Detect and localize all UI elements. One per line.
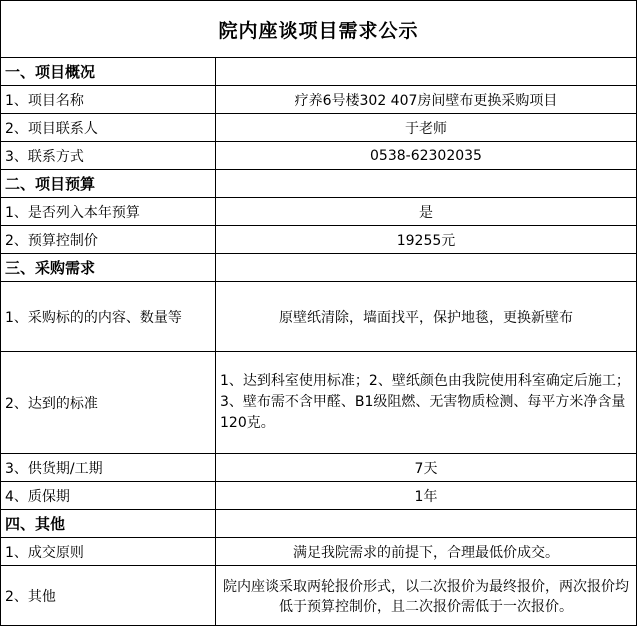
empty-cell: [216, 170, 637, 198]
row-value: 是: [216, 198, 637, 226]
row-label: 1、采购标的的内容、数量等: [1, 282, 216, 352]
row-label: 1、成交原则: [1, 538, 216, 566]
table-row: [1, 282, 637, 352]
row-value: 原壁纸清除，墙面找平，保护地毯，更换新壁布: [216, 282, 637, 352]
row-label: 2、项目联系人: [1, 114, 216, 142]
empty-cell: [216, 510, 637, 538]
section-heading: 四、其他: [1, 510, 216, 538]
table-row: [1, 198, 637, 226]
section-header-overview: [1, 58, 637, 86]
row-value: 1、达到科室使用标准；2、壁纸颜色由我院使用科室确定后施工；3、壁布需不含甲醛、B1级阻燃、无害物质检测、每平方米净含量120克。: [216, 352, 637, 454]
row-label: 2、其他: [1, 566, 216, 626]
section-header-requirements: [1, 254, 637, 282]
row-label: 2、达到的标准: [1, 352, 216, 454]
table-row: [1, 142, 637, 170]
row-value: 满足我院需求的前提下，合理最低价成交。: [216, 538, 637, 566]
row-label: 1、是否列入本年预算: [1, 198, 216, 226]
row-label: 1、项目名称: [1, 86, 216, 114]
row-value: 于老师: [216, 114, 637, 142]
table-row: [1, 482, 637, 510]
section-heading: 二、项目预算: [1, 170, 216, 198]
requirements-table: [0, 57, 637, 626]
row-label: 3、供货期/工期: [1, 454, 216, 482]
row-label: 2、预算控制价: [1, 226, 216, 254]
section-header-other: [1, 510, 637, 538]
row-label: 3、联系方式: [1, 142, 216, 170]
row-value: 19255元: [216, 226, 637, 254]
row-value: 1年: [216, 482, 637, 510]
table-row: [1, 538, 637, 566]
section-header-budget: [1, 170, 637, 198]
row-label: 4、质保期: [1, 482, 216, 510]
section-heading: 一、项目概况: [1, 58, 216, 86]
row-value: 院内座谈采取两轮报价形式，以二次报价为最终报价，两次报价均低于预算控制价，且二次报价需低于一次报价。: [216, 566, 637, 626]
page-title: 院内座谈项目需求公示: [0, 0, 637, 57]
table-row: [1, 352, 637, 454]
row-value: 0538-62302035: [216, 142, 637, 170]
table-row: [1, 226, 637, 254]
table-row: [1, 566, 637, 626]
table-row: [1, 86, 637, 114]
empty-cell: [216, 58, 637, 86]
row-value: 7天: [216, 454, 637, 482]
empty-cell: [216, 254, 637, 282]
row-value: 疗养6号楼302 407房间壁布更换采购项目: [216, 86, 637, 114]
section-heading: 三、采购需求: [1, 254, 216, 282]
table-row: [1, 454, 637, 482]
table-row: [1, 114, 637, 142]
